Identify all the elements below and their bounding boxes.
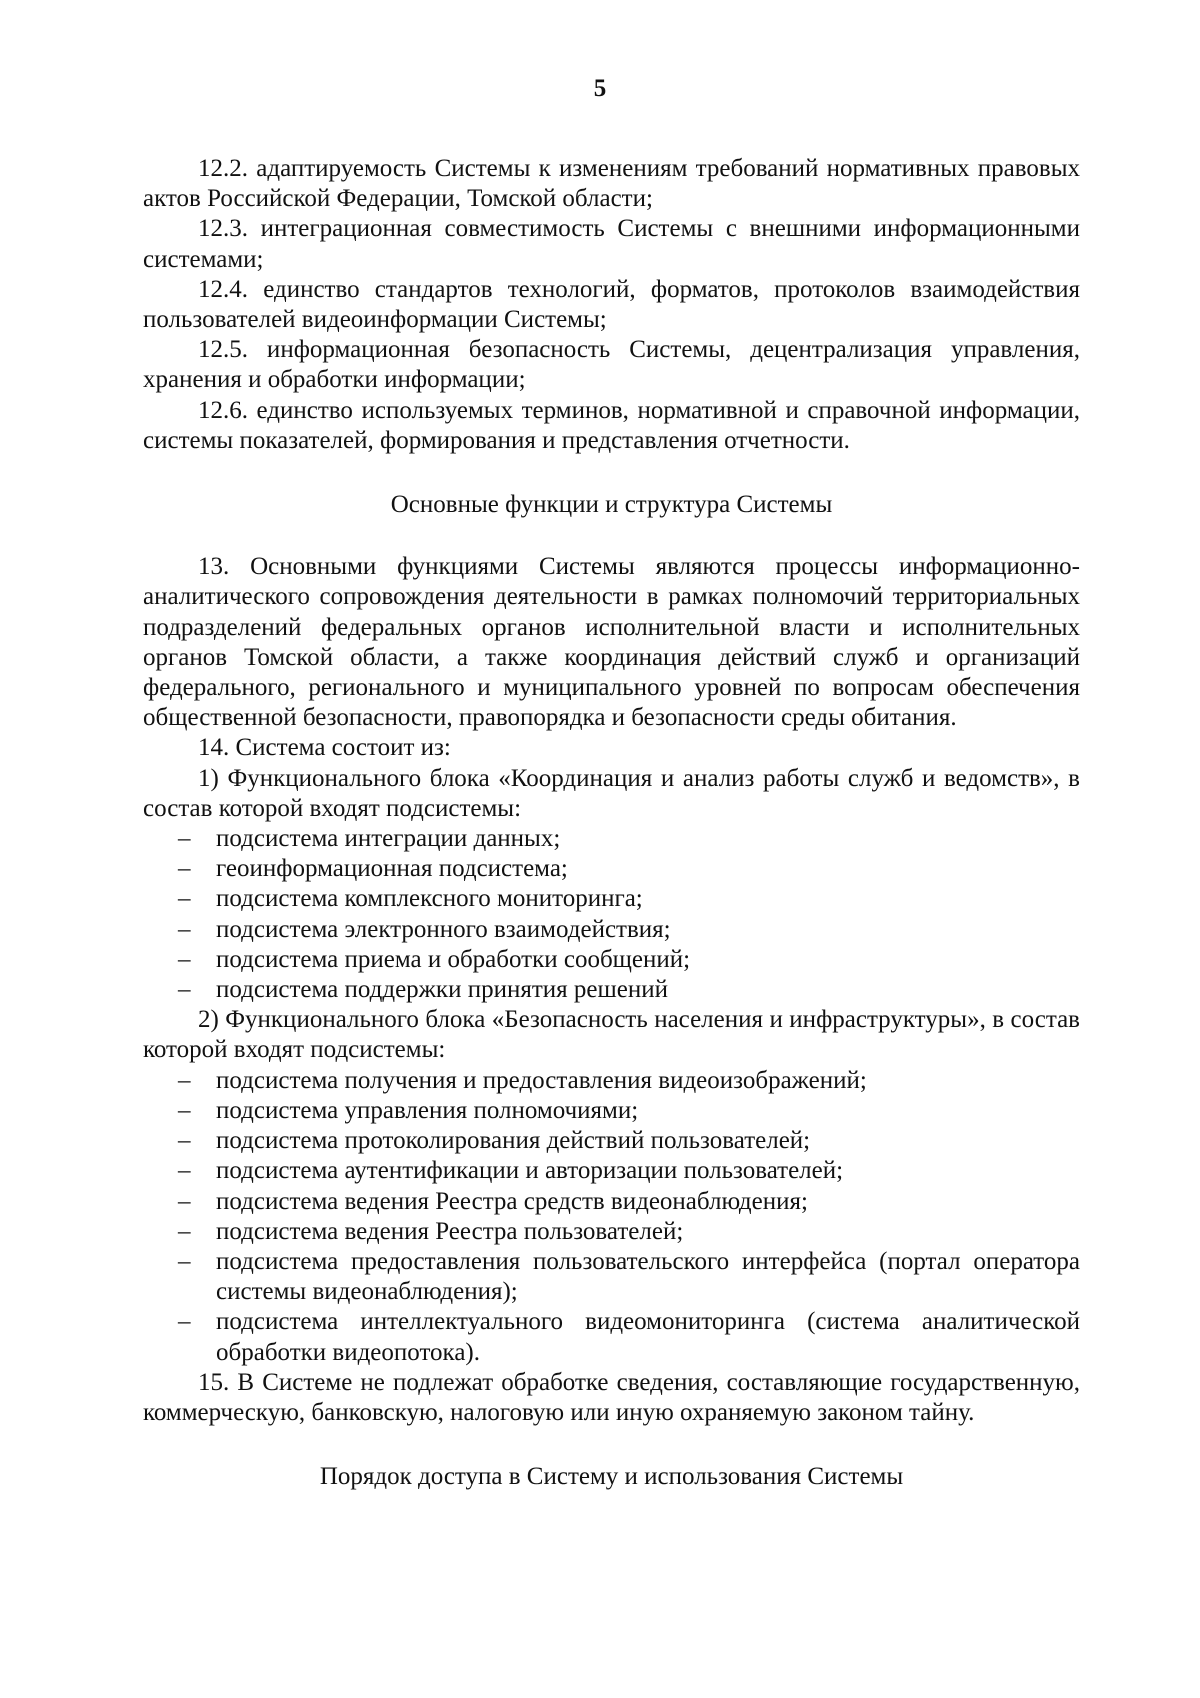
list-item-text: геоинформационная подсистема; [216,855,568,883]
dash-bullet: – [178,855,191,883]
list-item [143,1187,1080,1217]
paragraph-12-3: 12.3. интеграционная совместимость Системы с внешними информационными системами; [143,215,1080,273]
dash-bullet: – [178,976,191,1004]
document-body [143,154,1080,1492]
dash-bullet: – [178,915,191,943]
list-item [143,1217,1080,1247]
page-number: 5 [593,75,607,102]
list-item-text: подсистема приема и обработки сообщений; [216,945,691,973]
list-item [143,975,1080,1005]
dash-bullet: – [178,1157,191,1185]
list-item-text: подсистема протоколирования действий пользователей; [216,1127,811,1155]
section-heading-access: Порядок доступа в Систему и использования Системы [319,1463,904,1491]
paragraph-13: 13. Основными функциями Системы являются процессы информационно-аналитического сопровождения деятельности в рамках полномочий территориальных подразделений федеральных органов исполнительной власти и исполнительных органов Томской области, а также координация действий служб и организаций федерального, регионального и муниципального уровней по вопросам обеспечения общественной безопасности, правопорядка и безопасности среды обитания. [143,553,1080,732]
dash-bullet: – [178,1247,191,1275]
dash-bullet: – [178,1066,191,1094]
list-item-text: подсистема предоставления пользовательского интерфейса (портал оператора системы видеонаблюдения); [216,1247,1080,1306]
dash-bullet: – [178,945,191,973]
list-item [143,854,1080,884]
list-item-text: подсистема аутентификации и авторизации пользователей; [216,1157,844,1185]
list-item [143,915,1080,945]
list-item-text: подсистема поддержки принятия решений [216,976,668,1004]
dash-bullet: – [178,885,191,913]
dash-bullet: – [178,1217,191,1245]
dash-bullet: – [178,1127,191,1155]
list-item-text: подсистема интеллектуального видеомониторинга (система аналитической обработки видеопотока). [216,1308,1080,1366]
paragraph-12-4: 12.4. единство стандартов технологий, форматов, протоколов взаимодействия пользователей видеоинформации Системы; [143,275,1080,334]
list-item [143,1247,1080,1307]
block-1-subsystem-list [143,824,1080,1005]
block-1-intro: 1) Функционального блока «Координация и анализ работы служб и ведомств», в состав которой входят подсистемы: [143,764,1080,822]
paragraph-15: 15. В Системе не подлежат обработке сведения, составляющие государственную, коммерческую, банковскую, налоговую или иную охраняемую законом тайну. [143,1368,1080,1426]
list-item [143,1126,1080,1156]
paragraph-14: 14. Система состоит из: [198,734,451,762]
list-item [143,824,1080,854]
list-item [143,884,1080,914]
list-item [143,1307,1080,1367]
paragraph-12-6: 12.6. единство используемых терминов, нормативной и справочной информации, системы показателей, формирования и представления отчетности. [143,396,1080,454]
list-item [143,1066,1080,1096]
list-item [143,1156,1080,1186]
list-item-text: подсистема комплексного мониторинга; [216,885,643,913]
list-item [143,945,1080,975]
block-2-intro: 2) Функционального блока «Безопасность населения и инфраструктуры», в состав которой входят подсистемы: [143,1006,1080,1064]
section-heading-functions: Основные функции и структура Системы [390,491,833,519]
dash-bullet: – [178,1308,191,1336]
list-item-text: подсистема получения и предоставления видеоизображений; [216,1066,867,1094]
list-item-text: подсистема электронного взаимодействия; [216,915,671,943]
list-item-text: подсистема управления полномочиями; [216,1096,639,1124]
block-2-subsystem-list [143,1066,1080,1368]
paragraph-12-2: 12.2. адаптируемость Системы к изменениям требований нормативных правовых актов Российской Федерации, Томской области; [143,155,1080,213]
list-item [143,1096,1080,1126]
list-item-text: подсистема ведения Реестра средств видеонаблюдения; [216,1187,808,1215]
dash-bullet: – [178,1096,191,1124]
dash-bullet: – [178,825,191,853]
list-item-text: подсистема интеграции данных; [216,825,561,853]
list-item-text: подсистема ведения Реестра пользователей; [216,1217,684,1245]
paragraph-12-5: 12.5. информационная безопасность Системы, децентрализация управления, хранения и обработки информации; [143,336,1080,394]
dash-bullet: – [178,1187,191,1215]
